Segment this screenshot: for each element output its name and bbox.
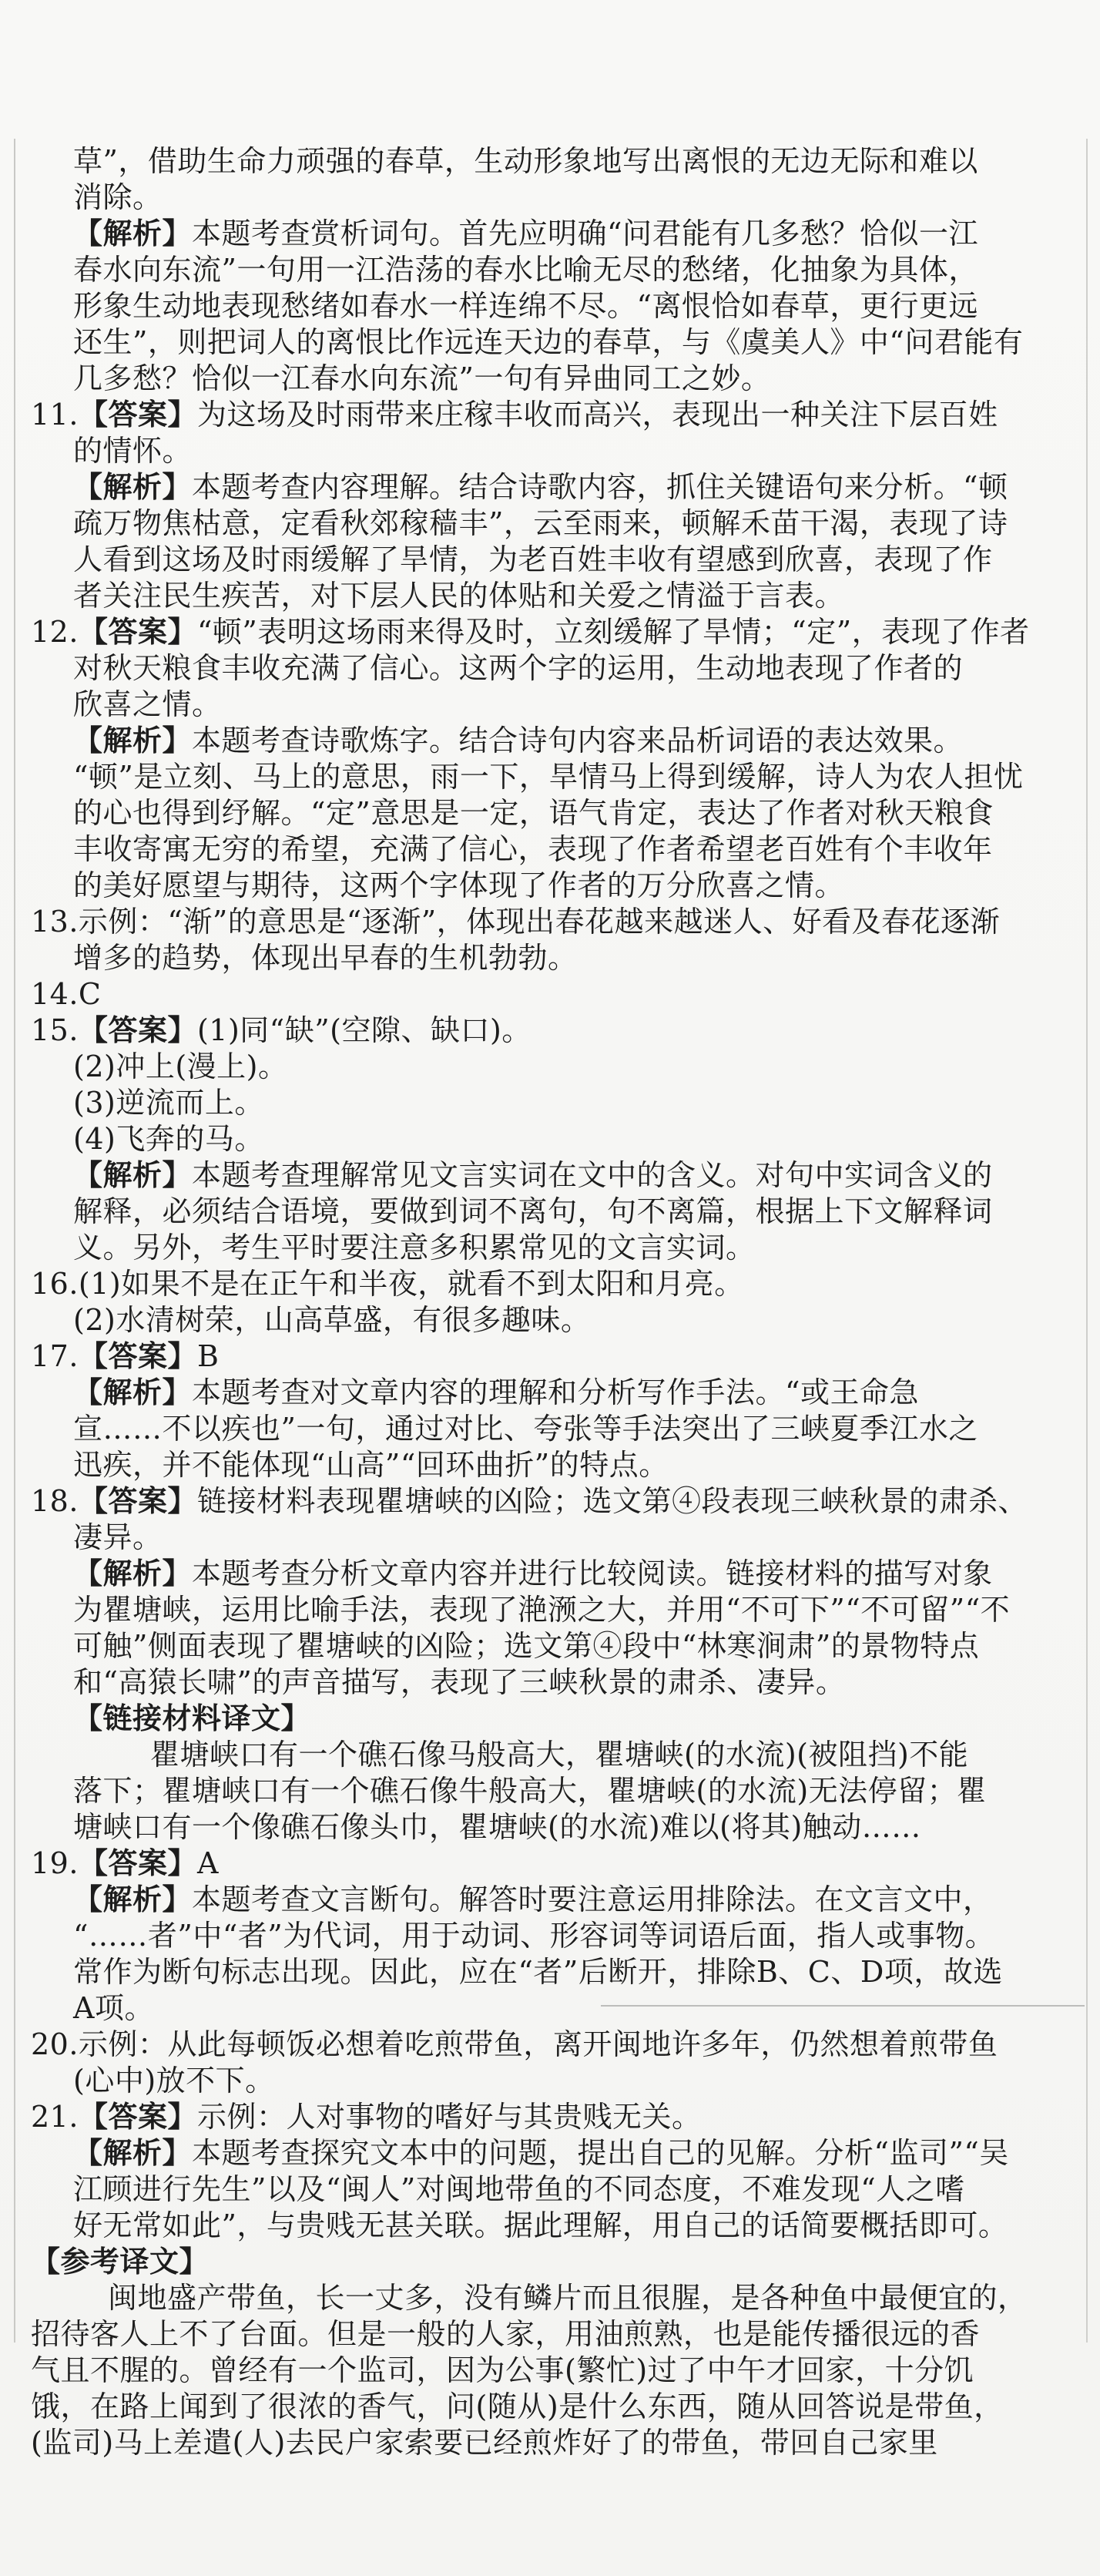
answer-tag: 【答案】 bbox=[78, 2100, 197, 2134]
analysis-line: 【解析】本题考查分析文章内容并进行比较阅读。链接材料的描写对象 bbox=[73, 1557, 993, 1590]
text-line: 好无常如此”，与贵贱无甚关联。据此理解，用自己的话简要概括即可。 bbox=[73, 2208, 1008, 2242]
answer-tag: 【答案】 bbox=[78, 1013, 197, 1047]
text-line: 者关注民生疾苦，对下层人民的体贴和关爱之情溢于言表。 bbox=[73, 579, 845, 613]
text-line: 丰收寄寓无穷的希望，充满了信心，表现了作者希望老百姓有个丰收年 bbox=[73, 832, 993, 866]
analysis-line: 【解析】本题考查理解常见文言实词在文中的含义。对句中实词含义的 bbox=[73, 1158, 993, 1192]
text-line: 还生”，则把词人的离恨比作远连天边的春草，与《虞美人》中“问君能有 bbox=[73, 325, 1024, 359]
section-heading bbox=[31, 2244, 1067, 2280]
text-line: 欣喜之情。 bbox=[73, 687, 222, 721]
analysis-tag: 【解析】 bbox=[73, 1158, 193, 1192]
analysis-line: 【解析】本题考查探究文本中的问题，提出自己的见解。分析“监司”“吴 bbox=[73, 2136, 1009, 2170]
text-line: 迅疾，并不能体现“山高”“回环曲折”的特点。 bbox=[73, 1448, 669, 1482]
text-line: 人看到这场及时雨缓解了旱情，为老百姓丰收有望感到欣喜，表现了作 bbox=[73, 542, 993, 576]
text-line: 的心也得到纾解。“定”意思是一定，语气肯定，表达了作者对秋天粮食 bbox=[73, 796, 994, 830]
text-line: (3)逆流而上。 bbox=[73, 1086, 264, 1120]
text-line: 疏万物焦枯意，定看秋郊稼穑丰”，云至雨来，顿解禾苗干渴，表现了诗 bbox=[73, 506, 1008, 540]
analysis-tag: 【解析】 bbox=[73, 470, 193, 504]
question-16-answer: 16.(1)如果不是在正午和半夜，就看不到太阳和月亮。 bbox=[31, 1267, 744, 1301]
text-line: 春水向东流”一句用一江浩荡的春水比喻无尽的愁绪，化抽象为具体， bbox=[73, 253, 978, 287]
text-line: 气且不腥的。曾经有一个监司，因为公事(繁忙)过了中午才回家，十分饥 bbox=[31, 2353, 974, 2387]
text-line: 解释，必须结合语境，要做到词不离句，句不离篇，根据上下文解释词 bbox=[73, 1194, 993, 1228]
left-margin-line bbox=[14, 139, 15, 2343]
text-line: (监司)马上差遣(人)去民户家索要已经煎炸好了的带鱼，带回自己家里 bbox=[31, 2426, 938, 2460]
text-line: 几多愁？恰似一江春水向东流”一句有异曲同工之妙。 bbox=[73, 361, 771, 395]
text-line: 的情怀。 bbox=[73, 434, 193, 468]
text-line: 形象生动地表现愁绪如春水一样连绵不尽。“离恨恰如春草，更行更远 bbox=[73, 289, 978, 323]
question-13-answer: 13.示例：“渐”的意思是“逐渐”，体现出春花越来越迷人、好看及春花逐渐 bbox=[31, 905, 1001, 939]
text-line: 饿，在路上闻到了很浓的香气，问(随从)是什么东西，随从回答说是带鱼， bbox=[31, 2390, 1004, 2423]
answer-tag: 【答案】 bbox=[78, 615, 197, 649]
text-line: 对秋天粮食丰收充满了信心。这两个字的运用，生动地表现了作者的 bbox=[73, 651, 964, 685]
text-line: “……者”中“者”为代词，用于动词、形容词等词语后面，指人或事物。 bbox=[73, 1919, 995, 1953]
text-line: 招待客人上不了台面。但是一般的人家，用油煎熟，也是能传播很远的香 bbox=[31, 2317, 981, 2351]
text-line: 塘峡口有一个像礁石像头巾，瞿塘峡(的水流)难以(将其)触动…… bbox=[73, 1810, 921, 1844]
text-line: 草”，借助生命力顽强的春草，生动形象地写出离恨的无边无际和难以 bbox=[73, 144, 978, 178]
answer-tag: 【答案】 bbox=[78, 1339, 197, 1373]
question-15-answer: 15.【答案】(1)同“缺”(空隙、缺口)。 bbox=[31, 1013, 532, 1047]
text-line: 闽地盛产带鱼，长一丈多，没有鳞片而且很腥，是各种鱼中最便宜的， bbox=[108, 2281, 1028, 2315]
right-margin-line bbox=[1086, 139, 1088, 2343]
analysis-line: 【解析】本题考查文言断句。解答时要注意运用排除法。在文言文中， bbox=[73, 1882, 993, 1916]
analysis-line: 【解析】本题考查诗歌炼字。结合诗句内容来品析词语的表达效果。 bbox=[73, 724, 964, 757]
question-21-answer: 21.【答案】示例：人对事物的嗜好与其贵贱无关。 bbox=[31, 2100, 702, 2134]
analysis-line: 【解析】本题考查赏析词句。首先应明确“问君能有几多愁？恰似一江 bbox=[73, 217, 978, 250]
analysis-tag: 【解析】 bbox=[73, 1375, 193, 1409]
answer-text-block bbox=[31, 143, 1067, 2461]
text-line: 瞿塘峡口有一个礁石像马般高大，瞿塘峡(的水流)(被阻挡)不能 bbox=[150, 1738, 969, 1772]
text-line: (2)冲上(漫上)。 bbox=[73, 1050, 288, 1083]
text-line: 义。另外，考生平时要注意多积累常见的文言实词。 bbox=[73, 1231, 756, 1264]
text-line: (2)水清树荣，山高草盛，有很多趣味。 bbox=[73, 1303, 591, 1337]
question-19-answer: 19.【答案】A bbox=[31, 1846, 219, 1880]
analysis-line: 【解析】本题考查对文章内容的理解和分析写作手法。“或王命急 bbox=[73, 1375, 919, 1409]
question-17-answer: 17.【答案】B bbox=[31, 1339, 220, 1373]
link-material-title: 【链接材料译文】 bbox=[73, 1701, 311, 1735]
section-heading bbox=[31, 1701, 1067, 1737]
text-line: 的美好愿望与期待，这两个字体现了作者的万分欣喜之情。 bbox=[73, 868, 845, 902]
analysis-tag: 【解析】 bbox=[73, 217, 193, 250]
text-line: 凄异。 bbox=[73, 1520, 163, 1554]
question-20-answer: 20.示例：从此每顿饭必想着吃煎带鱼，离开闽地许多年，仍然想着煎带鱼 bbox=[31, 2027, 998, 2061]
analysis-tag: 【解析】 bbox=[73, 724, 193, 757]
text-line: (心中)放不下。 bbox=[73, 2064, 275, 2097]
answer-tag: 【答案】 bbox=[78, 1846, 197, 1880]
text-line: 常作为断句标志出现。因此，应在“者”后断开，排除B、C、D项，故选 bbox=[73, 1955, 1003, 1989]
reference-translation-title: 【参考译文】 bbox=[31, 2245, 210, 2279]
text-line: “顿”是立刻、马上的意思，雨一下，旱情马上得到缓解，诗人为农人担忧 bbox=[73, 760, 1024, 794]
text-line: A项。 bbox=[73, 1991, 154, 2025]
text-line: 可触”侧面表现了瞿塘峡的凶险；选文第④段中“林寒涧肃”的景物特点 bbox=[73, 1629, 980, 1663]
text-line: (4)飞奔的马。 bbox=[73, 1122, 264, 1156]
analysis-tag: 【解析】 bbox=[73, 1557, 193, 1590]
analysis-tag: 【解析】 bbox=[73, 2136, 193, 2170]
question-14-answer: 14.C bbox=[31, 977, 102, 1011]
answer-tag: 【答案】 bbox=[78, 398, 197, 432]
question-12-answer: 12.【答案】“顿”表明这场雨来得及时，立刻缓解了旱情；“定”，表现了作者 bbox=[31, 615, 1030, 649]
text-line: 和“高猿长啸”的声音描写，表现了三峡秋景的肃杀、凄异。 bbox=[73, 1665, 846, 1699]
text-line: 江顾进行先生”以及“闽人”对闽地带鱼的不同态度，不难发现“人之嗜 bbox=[73, 2172, 965, 2206]
text-line: 宣……不以疾也”一句，通过对比、夸张等手法突出了三峡夏季江水之 bbox=[73, 1412, 978, 1446]
text-line: 落下；瞿塘峡口有一个礁石像牛般高大，瞿塘峡(的水流)无法停留；瞿 bbox=[73, 1774, 987, 1808]
analysis-tag: 【解析】 bbox=[73, 1882, 193, 1916]
question-18-answer: 18.【答案】链接材料表现瞿塘峡的凶险；选文第④段表现三峡秋景的肃杀、 bbox=[31, 1484, 1028, 1518]
text-line: 为瞿塘峡，运用比喻手法，表现了滟滪之大，并用“不可下”“不可留”“不 bbox=[73, 1593, 1011, 1627]
text-line: 消除。 bbox=[73, 180, 163, 214]
question-11-answer: 11.【答案】为这场及时雨带来庄稼丰收而高兴，表现出一种关注下层百姓 bbox=[31, 398, 998, 432]
analysis-line: 【解析】本题考查内容理解。结合诗歌内容，抓住关键语句来分析。“顿 bbox=[73, 470, 1008, 504]
text-line: 增多的趋势，体现出早春的生机勃勃。 bbox=[73, 941, 578, 975]
answer-tag: 【答案】 bbox=[78, 1484, 197, 1518]
